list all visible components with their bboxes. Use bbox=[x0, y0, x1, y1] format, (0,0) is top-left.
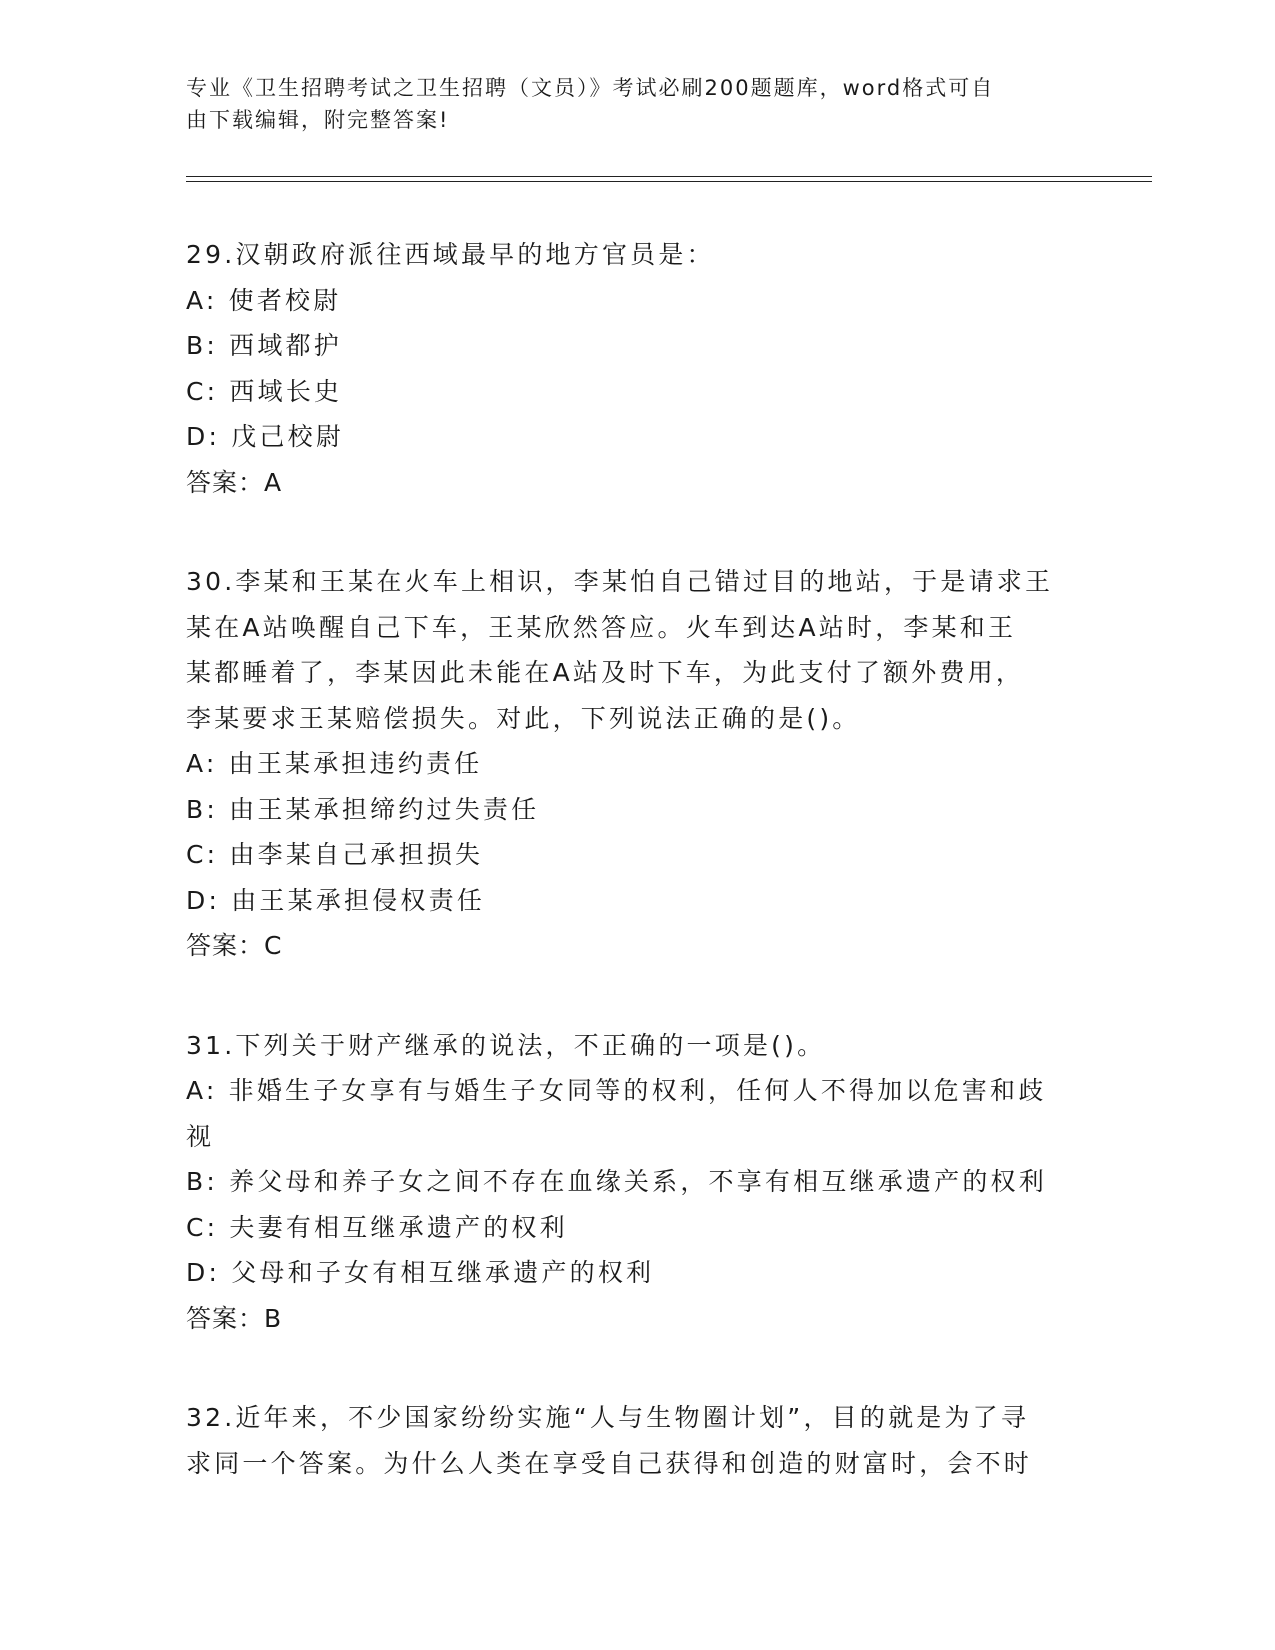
question-stem bbox=[186, 1023, 1066, 1069]
answer-key: 答案：A bbox=[186, 467, 283, 497]
question-stem-line: 30.李某和王某在火车上相识，李某怕自己错过目的地站，于是请求王 bbox=[186, 567, 1054, 596]
answer-option bbox=[186, 1068, 1066, 1159]
question-stem-line: 某都睡着了，李某因此未能在A站及时下车，为此支付了额外费用， bbox=[186, 658, 1025, 687]
question-block bbox=[186, 1023, 1066, 1342]
question-stem-line: 求同一个答案。为什么人类在享受自己获得和创造的财富时，会不时 bbox=[186, 1448, 1033, 1478]
answer-option-line: B: 西域都护 bbox=[186, 331, 342, 360]
answer-option-line: D: 戊己校尉 bbox=[186, 422, 345, 451]
answer-option bbox=[186, 787, 1066, 833]
question-stem-line: 李某要求王某赔偿损失。对此，下列说法正确的是()。 bbox=[186, 703, 861, 733]
answer-option-line: D: 由王某承担侵权责任 bbox=[186, 885, 486, 915]
answer-option bbox=[186, 741, 1066, 787]
answer-option bbox=[186, 369, 1066, 415]
question-block bbox=[186, 232, 1066, 505]
answer-option-line: A: 由王某承担违约责任 bbox=[186, 749, 483, 778]
question-stem bbox=[186, 559, 1066, 741]
answer-option bbox=[186, 878, 1066, 924]
answer-option bbox=[186, 1159, 1066, 1205]
header-divider-top bbox=[186, 176, 1152, 177]
answer-option bbox=[186, 414, 1066, 460]
header-line-1: 专业《卫生招聘考试之卫生招聘（文员）》考试必刷200题题库，word格式可自 bbox=[186, 76, 995, 100]
answer-option bbox=[186, 1250, 1066, 1296]
answer-option-line: C: 西域长史 bbox=[186, 376, 343, 406]
question-stem bbox=[186, 232, 1066, 278]
answer-option-line: C: 由李某自己承担损失 bbox=[186, 840, 484, 869]
question-block bbox=[186, 1395, 1066, 1486]
answer-option bbox=[186, 278, 1066, 324]
answer-option bbox=[186, 323, 1066, 369]
document-header bbox=[186, 72, 1066, 136]
answer-option bbox=[186, 1205, 1066, 1251]
question-stem-line: 29.汉朝政府派往西域最早的地方官员是： bbox=[186, 240, 715, 269]
answer-option-line: 视 bbox=[186, 1121, 215, 1151]
answer-option-line: C: 夫妻有相互继承遗产的权利 bbox=[186, 1212, 568, 1242]
header-line-2: 由下载编辑，附完整答案! bbox=[186, 108, 450, 132]
question-block bbox=[186, 559, 1066, 969]
answer-option-line: A: 非婚生子女享有与婚生子女同等的权利，任何人不得加以危害和歧 bbox=[186, 1076, 1047, 1105]
answer-option-line: B: 养父母和养子女之间不存在血缘关系，不享有相互继承遗产的权利 bbox=[186, 1167, 1047, 1196]
question-stem-line: 31.下列关于财产继承的说法，不正确的一项是()。 bbox=[186, 1030, 826, 1060]
answer-option-line: D: 父母和子女有相互继承遗产的权利 bbox=[186, 1258, 655, 1287]
answer-option bbox=[186, 832, 1066, 878]
answer-key: 答案：C bbox=[186, 931, 283, 960]
question-stem-line: 32.近年来，不少国家纷纷实施“人与生物圈计划”，目的就是为了寻 bbox=[186, 1403, 1030, 1432]
question-stem bbox=[186, 1395, 1066, 1486]
question-stem-line: 某在A站唤醒自己下车，王某欣然答应。火车到达A站时，李某和王 bbox=[186, 612, 1017, 642]
answer-option-line: B: 由王某承担缔约过失责任 bbox=[186, 794, 540, 824]
answer-key: 答案：B bbox=[186, 1303, 283, 1333]
answer-option-line: A: 使者校尉 bbox=[186, 285, 342, 315]
question-list bbox=[186, 232, 1066, 1540]
header-divider-bottom bbox=[186, 181, 1152, 182]
